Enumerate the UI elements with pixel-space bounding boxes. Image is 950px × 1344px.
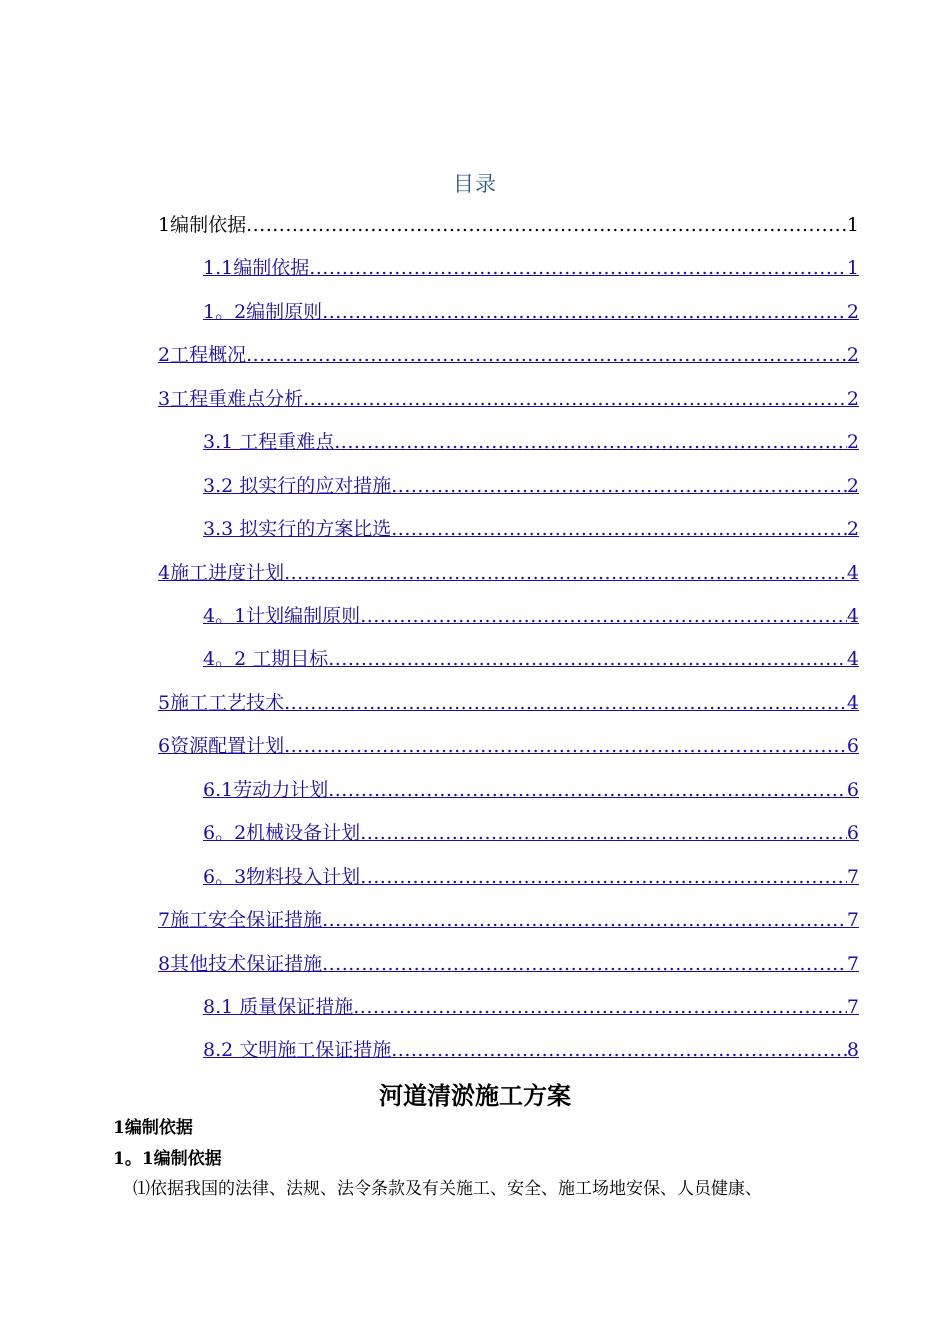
toc-entry-page: 1 (846, 257, 859, 279)
toc-entry-label: 7施工安全保证措施 (158, 909, 323, 931)
toc-entry-link[interactable] (203, 601, 859, 631)
toc-entry-page: 4 (846, 605, 859, 627)
toc-entry-page: 8 (846, 1039, 859, 1061)
toc-entry-label: 2工程概况 (158, 344, 247, 366)
section-heading: 1编制依据 (113, 1118, 193, 1138)
toc-entry-link[interactable] (203, 992, 859, 1022)
toc-entry-label: 5施工工艺技术 (158, 692, 285, 714)
toc-entry-page: 6 (846, 779, 859, 801)
toc-entry-link[interactable] (203, 818, 859, 848)
toc-entry-label: 3.3 拟实行的方案比选 (203, 518, 392, 540)
toc-entry-page: 7 (846, 996, 859, 1018)
toc-entry-page: 4 (846, 692, 859, 714)
toc-entry-link[interactable] (203, 514, 859, 544)
toc-entry-page: 2 (846, 431, 859, 453)
subsection-heading: 1。1编制依据 (113, 1149, 222, 1169)
toc-entry-link[interactable] (158, 558, 859, 588)
toc-entry-link[interactable] (158, 905, 859, 935)
toc-entry-page: 2 (846, 344, 859, 366)
toc-entry-label: 1编制依据 (158, 214, 247, 236)
body-paragraph: ⑴依据我国的法律、法规、法令条款及有关施工、安全、施工场地安保、人员健康、 (133, 1179, 762, 1199)
document-title: 河道清淤施工方案 (379, 1081, 571, 1110)
toc-entry-link[interactable] (158, 384, 859, 414)
toc-entry-page: 1 (846, 214, 859, 236)
toc-entry-link[interactable] (158, 949, 859, 979)
toc-entry-label: 4。2 工期目标 (203, 648, 329, 670)
toc-entry-link[interactable] (203, 644, 859, 674)
toc-entry-link[interactable] (203, 297, 859, 327)
toc-entry-page: 7 (846, 953, 859, 975)
toc-entry-page: 2 (846, 475, 859, 497)
toc-entry-label: 6.1劳动力计划 (203, 779, 329, 801)
toc-entry-label: 3.1 工程重难点 (203, 431, 335, 453)
toc-entry-label: 8.2 文明施工保证措施 (203, 1039, 392, 1061)
toc-entry-link[interactable] (203, 471, 859, 501)
toc-entry-label: 8.1 质量保证措施 (203, 996, 354, 1018)
toc-entry-page: 4 (846, 648, 859, 670)
toc-entry-label: 1.1编制依据 (203, 257, 310, 279)
toc-entry-label: 1。2编制原则 (203, 301, 323, 323)
toc-entry-page: 4 (846, 562, 859, 584)
toc-entry-link[interactable] (203, 862, 859, 892)
toc-entry-label: 4施工进度计划 (158, 562, 285, 584)
toc-title: 目录 (453, 172, 497, 196)
toc-entry-page: 2 (846, 388, 859, 410)
toc-entry-label: 3工程重难点分析 (158, 388, 304, 410)
toc-entry-link[interactable] (203, 427, 859, 457)
toc-entry-page: 7 (846, 866, 859, 888)
toc-entry-page: 2 (846, 301, 859, 323)
toc-entry-page: 6 (846, 735, 859, 757)
toc-entry-link[interactable] (158, 731, 859, 761)
toc-entry-link[interactable] (158, 340, 859, 370)
toc-entry (158, 210, 859, 240)
toc-entry-link[interactable] (203, 253, 859, 283)
toc-entry-label: 8其他技术保证措施 (158, 953, 323, 975)
toc-entry-link[interactable] (203, 775, 859, 805)
toc-entry-link[interactable] (158, 688, 859, 718)
toc-entry-page: 6 (846, 822, 859, 844)
toc-entry-label: 6。3物料投入计划 (203, 866, 361, 888)
toc-entry-page: 7 (846, 909, 859, 931)
toc-entry-label: 6资源配置计划 (158, 735, 285, 757)
toc-entry-label: 3.2 拟实行的应对措施 (203, 475, 392, 497)
toc-entry-link[interactable] (203, 1035, 859, 1065)
toc-entry-page: 2 (846, 518, 859, 540)
toc-entry-label: 6。2机械设备计划 (203, 822, 361, 844)
toc-entry-label: 4。1计划编制原则 (203, 605, 361, 627)
